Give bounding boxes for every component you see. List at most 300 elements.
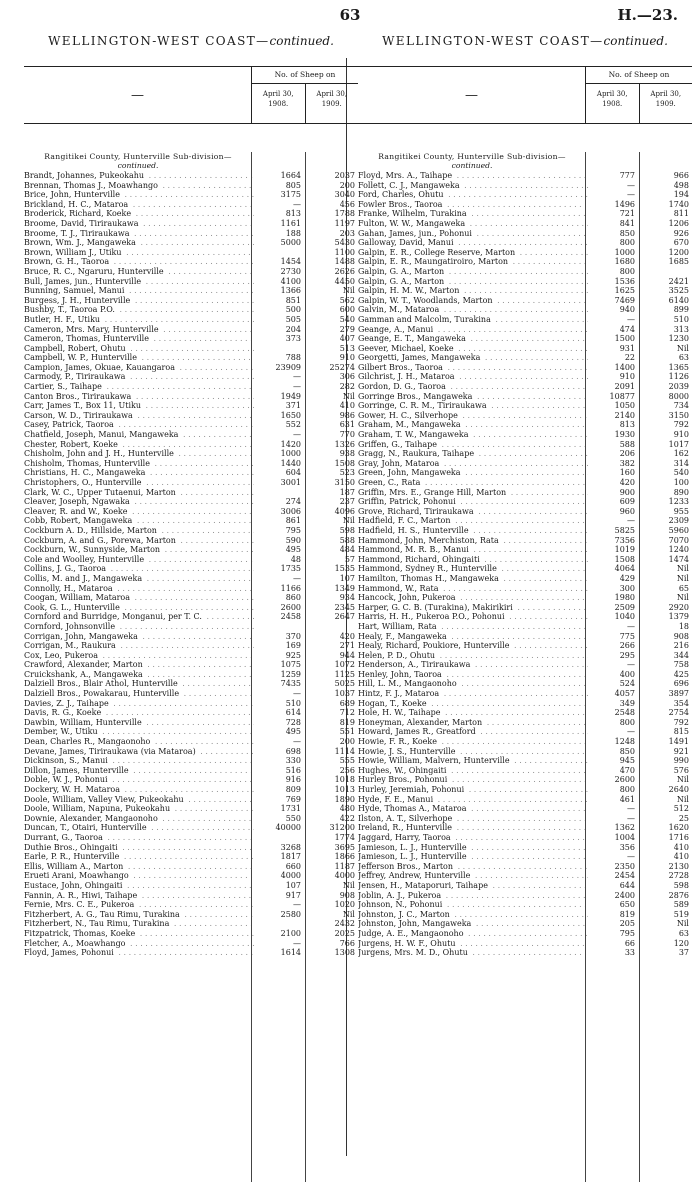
sheep-1908: 917 (285, 890, 301, 900)
table-row (24, 939, 358, 949)
sheep-1908: 2600 (280, 602, 301, 612)
table-row (24, 171, 358, 181)
sheep-1909: 65 (678, 583, 689, 593)
sheep-1909: 670 (673, 238, 689, 248)
sheep-1909: 194 (673, 190, 689, 200)
sheep-1909: 921 (673, 746, 689, 756)
right-column-title (358, 34, 692, 48)
sheep-1909: 955 (673, 506, 689, 516)
sheep-1909: 2640 (668, 785, 689, 794)
table-row (358, 929, 692, 939)
table-row (358, 171, 692, 181)
sheep-1909: 588 (339, 535, 355, 545)
owner-name: Crawford, Alexander, Marton (24, 660, 143, 670)
sheep-1909: 256 (339, 765, 355, 775)
table-row (358, 545, 692, 555)
owner-name: Healy, F., Mangaweka (358, 631, 447, 641)
table-row (358, 708, 692, 718)
right-table-header (358, 66, 692, 124)
sheep-1908: 205 (619, 919, 635, 929)
sheep-1909: 598 (673, 880, 689, 890)
sheep-1908: 33 (624, 948, 635, 958)
table-row (24, 603, 358, 613)
table-row (24, 296, 358, 306)
sheep-1908: — (293, 689, 301, 699)
sheep-1909: 4000 (334, 871, 355, 881)
sheep-1908: 1735 (280, 564, 301, 574)
table-row (358, 651, 692, 661)
sheep-1909: 562 (339, 295, 355, 305)
owner-name: Johnston, J. C., Marton (358, 909, 450, 919)
owner-name: Brennan, Thomas J., Moawhango (24, 180, 158, 190)
sheep-1908: 22 (624, 353, 635, 363)
owner-name: Brice, John, Hunterville (24, 190, 120, 200)
owner-name: Cameron, Thomas, Hunterville (24, 334, 149, 344)
table-row (358, 785, 692, 795)
owner-name: Cruickshank, A., Mangaweka (24, 669, 143, 679)
sheep-1908: 420 (619, 478, 635, 487)
sheep-1909: 910 (339, 353, 355, 363)
sheep-1909: 5430 (334, 238, 355, 248)
sheep-1909: 1890 (334, 794, 355, 804)
table-row (24, 862, 358, 872)
table-row (24, 449, 358, 459)
sheep-1909: 8000 (668, 391, 689, 401)
owner-name: Cook, G. L., Hunterville (24, 602, 120, 612)
sheep-1908: — (293, 382, 301, 392)
owner-name: Follett, C. J., Mangaweka (358, 180, 460, 190)
owner-name: Cox, Leo, Pukeroa (24, 650, 99, 660)
table-row (358, 660, 692, 670)
owner-name: Cobb, Robert, Mangaweka (24, 516, 133, 526)
table-row (358, 737, 692, 747)
sheep-1909: 1535 (334, 564, 355, 574)
table-row (358, 804, 692, 814)
sheep-1908: 40000 (275, 823, 301, 833)
sheep-1908: 1614 (280, 948, 301, 958)
table-row (358, 919, 692, 929)
sheep-1909 (640, 267, 692, 277)
sheep-1909: 271 (339, 641, 355, 651)
section-italic: continued. (117, 161, 159, 170)
owner-name: Gray, John, Mataroa (358, 458, 440, 468)
table-row (24, 564, 358, 574)
sheep-1909: 5025 (334, 679, 355, 689)
table-row (358, 823, 692, 833)
sheep-1909: 200 (339, 737, 355, 747)
sheep-1908: 1980 (614, 593, 635, 603)
owner-name: Corrigan, M., Raukura (24, 641, 116, 651)
sheep-1909: 1126 (668, 372, 689, 382)
sheep-1908: 809 (285, 785, 301, 794)
sheep-on-label: No. of Sheep on (252, 67, 358, 84)
sheep-1909: 758 (673, 660, 689, 670)
sheep-1909: 1233 (668, 497, 689, 507)
table-row (358, 372, 692, 382)
table-row (358, 305, 692, 315)
table-row (24, 852, 358, 862)
sheep-1908: 107 (285, 880, 301, 890)
sheep-1909: 766 (339, 938, 355, 948)
table-row (358, 401, 692, 411)
sheep-1908: 1420 (280, 439, 301, 449)
right-table-body (358, 152, 692, 1182)
owner-name: Harper, G. C. B. (Turakina), Makirikiri (358, 602, 513, 612)
table-row (24, 526, 358, 536)
sheep-1909: 990 (673, 756, 689, 766)
owner-name: Chatfield, Joseph, Manui, Mangaweka (24, 430, 179, 440)
sheep-1909: 2345 (334, 602, 355, 612)
sheep-1909: 1240 (668, 545, 689, 555)
sheep-1908: 861 (285, 516, 301, 526)
table-row (358, 747, 692, 757)
owner-name: Jensen, H., Mataporuri, Taihape (358, 880, 488, 890)
sheep-1908: 552 (285, 420, 301, 430)
sheep-1908: 505 (285, 314, 301, 324)
sheep-1909: 1474 (668, 554, 689, 564)
sheep-1908: 4064 (614, 564, 635, 574)
section-heading (24, 152, 358, 170)
sheep-1908: — (293, 573, 301, 583)
sheep-1908 (254, 833, 306, 843)
table-row (24, 411, 358, 421)
sheep-1909: 1072 (334, 660, 355, 670)
sheep-1909: 456 (339, 199, 355, 209)
owner-name: Brown, William J., Utiku (24, 247, 122, 257)
table-row (358, 891, 692, 901)
sheep-1908: 805 (285, 180, 301, 190)
owner-name: Chester, Robert, Koeke (24, 439, 118, 449)
owner-name: Cleaver, Joseph, Ngawaka (24, 497, 130, 507)
sheep-1908: 609 (619, 497, 635, 507)
table-row (358, 775, 692, 785)
owner-name: Corrigan, John, Mangaweka (24, 631, 138, 641)
owner-name: Jefferson Bros., Marton (358, 861, 454, 871)
sheep-1908: 2458 (280, 612, 301, 622)
sheep-1908: 2548 (614, 708, 635, 718)
table-row (358, 526, 692, 536)
sheep-1908: 1440 (280, 458, 301, 468)
year-1908-label: April 30, 1908. (252, 84, 306, 123)
sheep-1909: Nil (676, 564, 689, 574)
owner-name: Joblin, A. J., Pukeroa (358, 890, 442, 900)
sheep-1908: 900 (619, 487, 635, 497)
sheep-1909: 555 (339, 756, 355, 766)
table-row (24, 257, 358, 267)
table-row (24, 871, 358, 881)
owner-name: Brown, Wm. J., Mangaweka (24, 238, 136, 248)
owner-name: Dockery, W. H. Mataroa (24, 785, 120, 794)
sheep-1909: 1197 (334, 218, 355, 228)
sheep-1909: Nil (676, 919, 689, 929)
table-row (24, 891, 358, 901)
sheep-1908: 510 (285, 698, 301, 708)
owner-name: Griffin, Patrick, Pohonui (358, 497, 456, 507)
owner-name: Henley, John, Taoroa (358, 669, 442, 679)
sheep-1909: 2432 (334, 919, 355, 929)
table-row (358, 190, 692, 200)
owner-name: Collins, J. G., Taoroa (24, 564, 107, 574)
owner-name: Davies, Z. J., Taihape (24, 698, 109, 708)
table-row (358, 564, 692, 574)
sheep-1908: — (627, 180, 635, 190)
table-row (24, 536, 358, 546)
table-row (358, 315, 692, 325)
owner-name: Gragg, N., Raukura, Taihape (358, 449, 475, 459)
owner-name: Ford, Charles, Ohutu (358, 190, 444, 200)
sheep-1909: 899 (673, 305, 689, 315)
sheep-1908: 2350 (614, 861, 635, 871)
table-row (358, 641, 692, 651)
sheep-1909: 2039 (668, 382, 689, 392)
left-title-italic: continued. (269, 34, 334, 48)
owner-name: Johnson, N., Pohonui (358, 900, 443, 910)
table-row (24, 689, 358, 699)
sheep-1909: 410 (339, 401, 355, 411)
owner-name: Brandt, Johannes, Pukeokahu (24, 171, 145, 180)
table-row (24, 919, 358, 929)
sheep-1908: 931 (619, 343, 635, 353)
sheep-1909: 4096 (334, 506, 355, 516)
owner-name: Cartier, S., Taihape (24, 382, 102, 392)
sheep-1908: 1454 (280, 257, 301, 267)
owner-name: Dillon, James, Hunterville (24, 765, 129, 775)
sheep-1909: 63 (678, 353, 689, 363)
sheep-1908: — (293, 199, 301, 209)
sheep-1908: 795 (285, 525, 301, 535)
sheep-1908: — (627, 516, 635, 526)
sheep-1908: 1949 (280, 391, 301, 401)
sheep-1908: 2600 (614, 775, 635, 785)
owner-name: Galloway, David, Manui (358, 238, 454, 248)
owner-name: Galpin, W. T., Woodlands, Marton (358, 295, 493, 305)
table-row (24, 584, 358, 594)
owner-name: Campbell, Robert, Ohutu (24, 343, 126, 353)
section-italic: continued. (451, 161, 493, 170)
sheep-1909: 770 (339, 430, 355, 440)
table-row (24, 651, 358, 661)
sheep-1909: 1620 (668, 823, 689, 833)
table-row (24, 910, 358, 920)
sheep-1909: 1740 (668, 199, 689, 209)
table-row (24, 612, 358, 622)
sheep-1908: 2509 (614, 602, 635, 612)
table-row (358, 574, 692, 584)
table-row (24, 545, 358, 555)
year-1909-label: April 30, 1909. (650, 90, 682, 108)
table-row (24, 248, 358, 258)
sheep-1908 (254, 344, 306, 354)
table-row (358, 718, 692, 728)
sheep-1909 (306, 622, 358, 632)
left-title-main: WELLINGTON-WEST COAST— (48, 34, 270, 48)
sheep-1908: 188 (285, 228, 301, 238)
sheep-1909: 1716 (668, 832, 689, 842)
table-row (358, 325, 692, 335)
owner-name: Dean, Charles R., Mangaonoho (24, 737, 151, 747)
sheep-1909: Nil (342, 880, 355, 890)
owner-name: Gower, H. C., Silverhope (358, 410, 458, 420)
sheep-1909: Nil (342, 516, 355, 526)
owner-name: Floyd, James, Pohonui (24, 948, 114, 958)
owner-name: Jurgens, Mrs. M. D., Ohutu (358, 948, 468, 958)
sheep-1909: 120 (673, 938, 689, 948)
sheep-1908: 925 (285, 650, 301, 660)
sheep-1908: 1731 (280, 804, 301, 814)
table-row (358, 843, 692, 853)
owner-name: Collis, M. and J., Mangaweka (24, 573, 143, 583)
sheep-1908: 910 (619, 372, 635, 382)
sheep-1908: 614 (285, 708, 301, 718)
table-row (358, 219, 692, 229)
sheep-1909: 203 (339, 228, 355, 238)
sheep-1909: 4450 (334, 276, 355, 286)
table-row (358, 382, 692, 392)
sheep-1909: 107 (339, 573, 355, 583)
table-row (358, 622, 692, 632)
owner-name: Hintz, F. J., Mataroa (358, 689, 440, 699)
owner-name: Galpin, G. A., Marton (358, 266, 445, 276)
sheep-1908: — (627, 314, 635, 324)
sheep-1909: 1685 (668, 257, 689, 267)
sheep-1909: Nil (676, 794, 689, 804)
owner-name: Campion, James, Okuae, Kauangaroa (24, 362, 175, 372)
owner-name: Geange, A., Manui (358, 324, 434, 334)
year-1908-label: April 30, 1908. (586, 84, 640, 123)
sheep-1908: — (293, 737, 301, 747)
sheep-1909: 484 (339, 545, 355, 555)
sheep-1909: 7070 (668, 535, 689, 545)
owner-name: Hammond, Sydney R., Hunterville (358, 564, 497, 574)
sheep-1909: 1774 (334, 832, 355, 842)
sheep-1909: 2647 (334, 612, 355, 622)
sheep-1909: 3040 (334, 190, 355, 200)
owner-name: Fletcher, A., Moawhango (24, 938, 126, 948)
sheep-1908: — (627, 621, 635, 631)
table-row (358, 468, 692, 478)
owner-name: Graham, M., Mangaweka (358, 420, 461, 430)
sheep-1908: 2091 (614, 382, 635, 392)
owner-name: Helen, P. D., Ohutu (358, 650, 436, 660)
sheep-1909: 934 (339, 593, 355, 603)
owner-name: Hyde, F. E., Manui (358, 794, 434, 804)
sheep-1908: 2140 (614, 410, 635, 420)
owner-name: Dember, W., Utiku (24, 727, 98, 737)
owner-name: Carr, James T., Box 11, Utiku (24, 401, 142, 411)
sheep-1908: 295 (619, 650, 635, 660)
sheep-1909: 792 (673, 420, 689, 430)
table-row (358, 430, 692, 440)
sheep-1909: 1037 (334, 689, 355, 699)
sheep-1909: 1206 (668, 218, 689, 228)
table-row (358, 449, 692, 459)
owner-name: Hughes, W., Ohingaiti (358, 765, 447, 775)
sheep-1909: Nil (676, 593, 689, 603)
sheep-1908: 851 (285, 295, 301, 305)
sheep-1908: 516 (285, 765, 301, 775)
table-row (358, 670, 692, 680)
owner-name: Griffin, Mrs. E., Grange Hill, Marton (358, 487, 507, 497)
sheep-1908: 3001 (280, 478, 301, 487)
table-row (24, 900, 358, 910)
table-row (24, 795, 358, 805)
sheep-1909: 420 (339, 631, 355, 641)
table-row (24, 804, 358, 814)
table-row (24, 747, 358, 757)
owner-name: Floyd, Mrs. A., Taihape (358, 171, 453, 180)
owner-name: Hadfield, F. C., Marton (358, 516, 451, 526)
owner-name: Chisholm, John and J. H., Hunterville (24, 449, 174, 459)
owner-name: Casey, Patrick, Taoroa (24, 420, 114, 430)
owner-name: Healy, Richard, Poukiore, Hunterville (358, 641, 510, 651)
table-row (358, 229, 692, 239)
table-row (24, 843, 358, 853)
sheep-1908 (254, 919, 306, 929)
sheep-1908: 349 (619, 698, 635, 708)
table-row (24, 190, 358, 200)
owner-name: Dalziell Bros., Powakarau, Hunterville (24, 689, 180, 699)
owner-name: Howie, J. S., Hunterville (358, 746, 456, 756)
table-row (358, 209, 692, 219)
sheep-1908: 429 (619, 573, 635, 583)
owner-name: Fowler Bros., Taoroa (358, 199, 443, 209)
owner-name: Henderson, A., Tiriraukawa (358, 660, 471, 670)
table-row (358, 363, 692, 373)
table-row (358, 555, 692, 565)
owner-name: Gorringe Bros., Mangaweka (358, 391, 473, 401)
sheep-1908: 850 (619, 746, 635, 756)
sheep-1908: 800 (619, 785, 635, 794)
sheep-1908: 1817 (280, 852, 301, 862)
sheep-1908: 777 (619, 171, 635, 180)
table-row (358, 900, 692, 910)
sheep-1908: 1508 (614, 554, 635, 564)
sheep-1908: 1664 (280, 171, 301, 180)
table-row (24, 325, 358, 335)
table-row (24, 497, 358, 507)
table-row (358, 593, 692, 603)
owner-name: Hammond, W., Rata (358, 583, 439, 593)
sheep-1909: Nil (676, 573, 689, 583)
sheep-1908: 204 (285, 324, 301, 334)
table-row (358, 871, 692, 881)
table-row (24, 948, 358, 958)
table-row (24, 286, 358, 296)
table-row (358, 296, 692, 306)
sheep-1909: 3150 (334, 478, 355, 487)
owner-name: Cockburn, A. and G., Porewa, Marton (24, 535, 176, 545)
owner-name: Graham, T. W., Mangaweka (358, 430, 469, 440)
sheep-1908: 819 (619, 909, 635, 919)
sheep-1908: 940 (619, 305, 635, 315)
sheep-header (586, 67, 692, 123)
sheep-1909: 576 (673, 765, 689, 775)
sheep-1909: 986 (339, 410, 355, 420)
owner-name: Cameron, Mrs. Mary, Hunterville (24, 324, 159, 334)
owner-name: Gorringe, C. R. M., Tiriraukawa (358, 401, 487, 411)
table-row (24, 823, 358, 833)
table-row (358, 392, 692, 402)
sheep-1908: 1500 (614, 334, 635, 344)
owner-name: Jamieson, L. J., Hunterville (358, 842, 467, 852)
sheep-1909: 63 (678, 928, 689, 938)
page-reference: H.—23. (617, 6, 678, 24)
sheep-1908: 382 (619, 458, 635, 468)
sheep-1909: 1488 (334, 257, 355, 267)
owner-name: Cockburn, W., Sunnyside, Marton (24, 545, 161, 555)
table-row (24, 488, 358, 498)
sheep-1909: 498 (673, 180, 689, 190)
